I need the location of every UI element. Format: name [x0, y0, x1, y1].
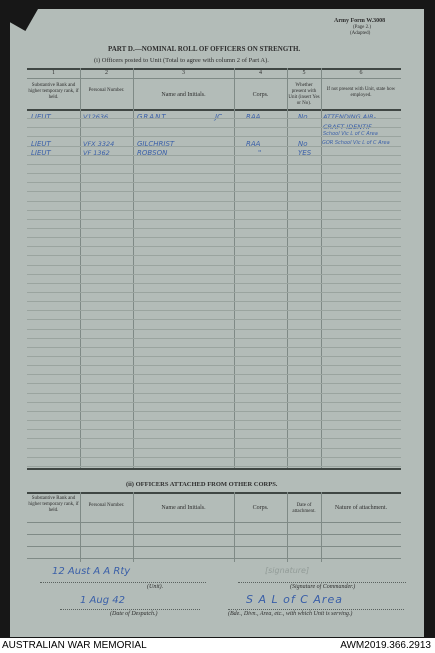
table1-row-rule [27, 438, 401, 439]
table1-vline [321, 68, 322, 468]
army-form-number: Army Form W.3008 [334, 18, 386, 24]
table1-row-rule [27, 393, 401, 394]
commander-signature: [signature] [265, 566, 310, 575]
table1-colnum-rule [27, 78, 401, 79]
table1-row-rule [27, 136, 401, 137]
row2-number: VFX 3324 [83, 140, 115, 148]
table1-row-rule [27, 265, 401, 266]
table2-row-rule [27, 558, 401, 559]
bde-dotted-line [228, 609, 404, 610]
header-personal-number: Personal Number. [88, 88, 125, 93]
t2-header-name: Name and Initials. [161, 505, 206, 511]
row3-rank: LIEUT [31, 149, 51, 157]
table1-row-rule [27, 191, 401, 192]
footer-accession-number: AWM2019.366.2913 [340, 640, 431, 651]
header-employed: If not present with Unit, state how employed. [326, 87, 396, 98]
table2-row-rule [27, 546, 401, 547]
t2-header-date: Date of attachment. [292, 503, 316, 514]
table1-row-rule [27, 274, 401, 275]
row1-corps: RAA [246, 113, 261, 121]
unit-value: 12 Aust A A Rty [52, 566, 131, 577]
table1-row-rule [27, 127, 401, 128]
section-ii-title: (ii) OFFICERS ATTACHED FROM OTHER CORPS. [126, 481, 278, 488]
unit-dotted-line [40, 582, 206, 583]
table1-row-rule [27, 310, 401, 311]
table1-row-rule [27, 457, 401, 458]
table1-row-rule [27, 146, 401, 147]
table1-vline [133, 68, 134, 468]
row1-initials: JC [215, 113, 222, 121]
table1-row-rule [27, 201, 401, 202]
table1-row-rule [27, 164, 401, 165]
row1-name: GRANT [137, 113, 167, 121]
table1-row-rule [27, 237, 401, 238]
table1-row-rule [27, 283, 401, 284]
table1-row-rule [27, 466, 401, 467]
row3-present: YES [298, 149, 312, 157]
row2-rank: LIEUT [31, 140, 51, 148]
table2-top-rule [27, 492, 401, 494]
header-present: Whether present with Unit (insert Yes or No). [288, 83, 320, 106]
table1-row-rule [27, 347, 401, 348]
table1-header-rule [27, 109, 401, 111]
t2-header-rank: Substantive Rank and higher temporary rank, if held. [28, 496, 79, 513]
row1-employed: ATTENDING AIR- [323, 113, 376, 121]
table1-row-rule [27, 329, 401, 330]
header-corps: Corps. [252, 92, 269, 98]
table1-bottom-rule [27, 468, 401, 470]
table2-row-rule [27, 534, 401, 535]
row3-corps: " [258, 149, 262, 157]
table1-row-rule [27, 356, 401, 357]
table1-vline [234, 68, 235, 468]
row1-employed-line3: School Vic L of C Area [323, 131, 378, 137]
table2-vline [80, 492, 81, 562]
footer-institution: AUSTRALIAN WAR MEMORIAL [2, 640, 147, 651]
header-name: Name and Initials. [161, 92, 206, 98]
table1-row-rule [27, 173, 401, 174]
row1-present: No [298, 113, 308, 121]
row3-number: VF 1362 [83, 149, 110, 157]
col-number-2: 2 [105, 70, 108, 76]
table1-row-rule [27, 292, 401, 293]
signature-label: (Signature of Commander.) [290, 584, 356, 590]
table1-row-rule [27, 246, 401, 247]
table1-vline [80, 68, 81, 468]
table2-vline [234, 492, 235, 562]
table1-row-rule [27, 420, 401, 421]
despatch-date-label: (Date of Despatch.) [110, 611, 158, 617]
col-number-1: 1 [52, 70, 55, 76]
despatch-date-value: 1 Aug 42 [80, 595, 125, 606]
table1-row-rule [27, 182, 401, 183]
t2-header-personal-number: Personal Number. [88, 503, 125, 508]
signature-dotted-line [238, 582, 406, 583]
table1-row-rule [27, 411, 401, 412]
bde-value: S A L of C Area [246, 593, 343, 606]
table1-row-rule [27, 118, 401, 119]
row1-rank: LIEUT [31, 113, 51, 121]
form-page-number: (Page 2.) [353, 25, 372, 30]
table2-vline [321, 492, 322, 562]
row2-corps: RAA [246, 140, 261, 148]
table1-row-rule [27, 301, 401, 302]
table1-row-rule [27, 319, 401, 320]
date-dotted-line [60, 609, 200, 610]
bde-label: (Bde., Divn., Area, etc., with which Unit is serving.) [228, 611, 353, 617]
table1-row-rule [27, 228, 401, 229]
form-paper [10, 9, 424, 637]
row2-present: No [298, 140, 308, 148]
col-number-4: 4 [259, 70, 262, 76]
row2-employed: GOR School Vic L of C Area [322, 140, 390, 146]
part-d-title: PART D.—NOMINAL ROLL OF OFFICERS ON STRENGTH. [108, 45, 301, 53]
table2-header-rule [27, 522, 401, 523]
t2-header-corps: Corps. [252, 505, 269, 511]
table1-row-rule [27, 219, 401, 220]
section-i-title: (i) Officers posted to Unit (Total to agree with column 2 of Part A). [94, 57, 269, 64]
table1-row-rule [27, 155, 401, 156]
header-rank: Substantive Rank and higher temporary rank, if held. [28, 83, 79, 100]
table2-vline [133, 492, 134, 562]
t2-header-nature: Nature of attachment. [334, 505, 388, 511]
col-number-5: 5 [302, 70, 306, 76]
table1-row-rule [27, 374, 401, 375]
row2-name: GILCHRIST [137, 140, 175, 148]
row1-employed-line2: CRAFT IDENTIF [323, 123, 372, 131]
col-number-3: 3 [182, 70, 185, 76]
table1-row-rule [27, 338, 401, 339]
table1-row-rule [27, 210, 401, 211]
form-adapted-note: (Adapted) [350, 31, 371, 36]
table1-row-rule [27, 402, 401, 403]
table1-row-rule [27, 448, 401, 449]
unit-label: (Unit). [147, 584, 164, 590]
table1-row-rule [27, 383, 401, 384]
table1-row-rule [27, 365, 401, 366]
row3-name: ROBSON [137, 149, 168, 157]
table1-vline [287, 68, 288, 468]
table1-row-rule [27, 429, 401, 430]
archive-footer [0, 638, 435, 653]
row1-number: V12636 [83, 113, 109, 121]
col-number-6: 6 [359, 70, 363, 76]
table1-row-rule [27, 255, 401, 256]
